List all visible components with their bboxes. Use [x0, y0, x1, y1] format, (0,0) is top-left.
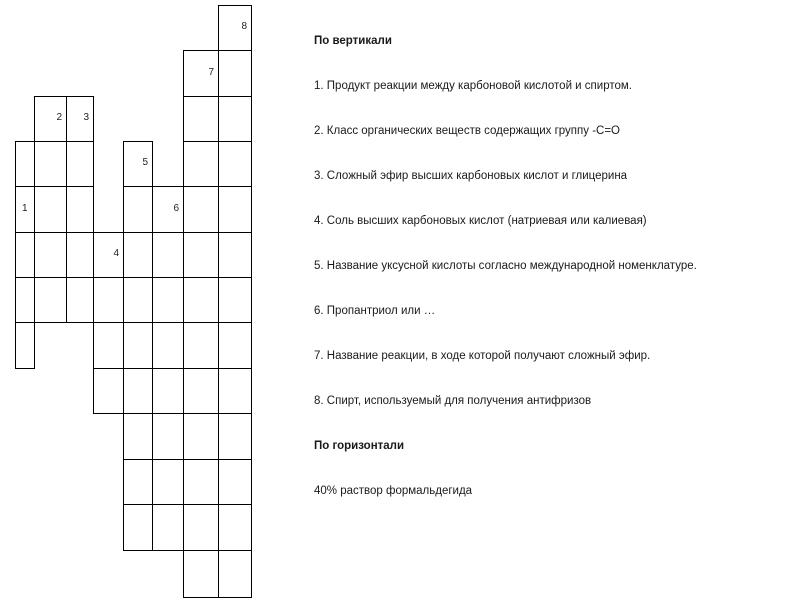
horizontal-clues-title: По горизонтали	[314, 440, 405, 452]
crossword-cell	[123, 322, 153, 369]
clue-vertical-7: 7. Название реакции, в ходе которой получают сложный эфир.	[314, 350, 651, 362]
clue-horizontal-1: 40% раствор формальдегида	[314, 485, 473, 497]
crossword-cell	[34, 277, 67, 323]
crossword-cell	[218, 459, 252, 505]
crossword-cell	[93, 368, 124, 414]
crossword-cell	[123, 413, 153, 460]
crossword-cell	[15, 141, 35, 187]
clue-vertical-6: 6. Пропантриол или …	[314, 305, 436, 317]
crossword-cell	[15, 232, 35, 278]
word-number-6: 6	[173, 202, 179, 214]
crossword-cell	[152, 186, 184, 233]
word-number-7: 7	[208, 66, 214, 78]
crossword-cell	[66, 96, 94, 142]
crossword-cell	[123, 277, 153, 323]
crossword-cell	[183, 50, 219, 97]
crossword-cell	[183, 322, 219, 369]
word-number-8: 8	[241, 21, 247, 33]
crossword-cell	[15, 186, 35, 233]
crossword-cell	[15, 322, 35, 369]
clue-vertical-2: 2. Класс органических веществ содержащих группу -С=О	[314, 125, 621, 137]
crossword-cell	[123, 186, 153, 233]
crossword-cell	[66, 277, 94, 323]
crossword-cell	[218, 413, 252, 460]
crossword-cell	[183, 186, 219, 233]
crossword-cell	[123, 141, 153, 187]
crossword-cell	[34, 232, 67, 278]
crossword-cell	[34, 96, 67, 142]
crossword-grid	[0, 0, 300, 600]
crossword-cell	[34, 186, 67, 233]
crossword-cell	[183, 413, 219, 460]
crossword-cell	[93, 232, 124, 278]
word-number-3: 3	[83, 112, 89, 124]
crossword-cell	[183, 141, 219, 187]
crossword-cell	[218, 141, 252, 187]
crossword-cell	[66, 186, 94, 233]
crossword-cell	[66, 141, 94, 187]
crossword-cell	[218, 186, 252, 233]
word-number-4: 4	[113, 248, 119, 260]
vertical-clues-title: По вертикали	[314, 35, 392, 47]
clue-vertical-3: 3. Сложный эфир высших карбоновых кислот и глицерина	[314, 170, 628, 182]
crossword-cell	[218, 504, 252, 551]
word-number-5: 5	[142, 157, 148, 169]
crossword-cell	[218, 232, 252, 278]
crossword-cell	[123, 232, 153, 278]
crossword-cell	[123, 504, 153, 551]
crossword-cell	[152, 232, 184, 278]
crossword-cell	[183, 550, 219, 598]
crossword-cell	[218, 277, 252, 323]
crossword-cell	[218, 50, 252, 97]
crossword-cell	[218, 322, 252, 369]
crossword-cell	[183, 232, 219, 278]
word-number-1: 1	[22, 202, 28, 214]
crossword-cell	[152, 504, 184, 551]
crossword-cell	[152, 322, 184, 369]
crossword-cell	[152, 368, 184, 414]
crossword-cell	[218, 550, 252, 598]
clue-vertical-8: 8. Спирт, используемый для получения антифризов	[314, 395, 592, 407]
crossword-cell	[93, 277, 124, 323]
crossword-cell	[183, 96, 219, 142]
crossword-cell	[123, 368, 153, 414]
crossword-cell	[183, 368, 219, 414]
crossword-cell	[218, 96, 252, 142]
crossword-cell	[66, 232, 94, 278]
crossword-cell	[152, 413, 184, 460]
clue-vertical-5: 5. Название уксусной кислоты согласно международной номенклатуре.	[314, 260, 697, 272]
crossword-cell	[183, 504, 219, 551]
crossword-cell	[34, 141, 67, 187]
clue-vertical-1: 1. Продукт реакции между карбоновой кислотой и спиртом.	[314, 80, 632, 92]
crossword-cell	[183, 459, 219, 505]
crossword-cell	[123, 459, 153, 505]
crossword-cell	[15, 277, 35, 323]
crossword-cell	[93, 322, 124, 369]
crossword-cell	[183, 277, 219, 323]
crossword-cell	[152, 277, 184, 323]
crossword-cell	[152, 459, 184, 505]
crossword-cell	[218, 5, 252, 51]
crossword-cell	[218, 368, 252, 414]
word-number-2: 2	[56, 112, 62, 124]
clue-vertical-4: 4. Соль высших карбоновых кислот (натриевая или калиевая)	[314, 215, 647, 227]
